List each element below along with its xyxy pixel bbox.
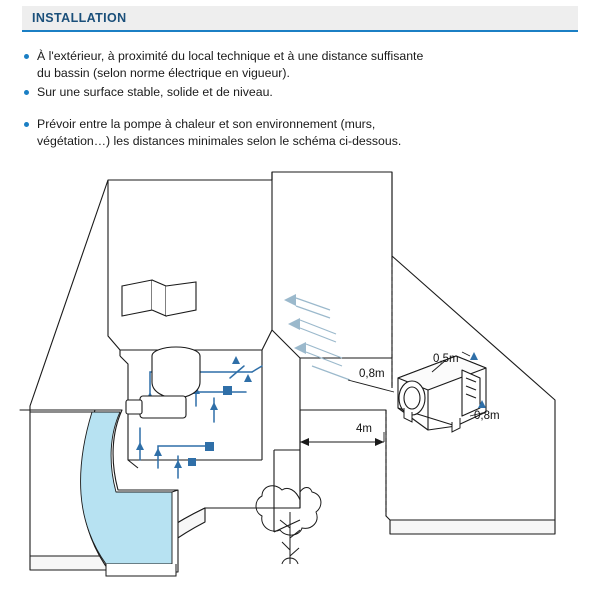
dimension-label-clearance-rear: 0,8m bbox=[359, 368, 385, 380]
dimension-label-clearance-top: 0,5m bbox=[433, 353, 459, 365]
list-item bbox=[22, 116, 542, 150]
list-item bbox=[22, 48, 542, 82]
list-item-line: végétation…) les distances minimales selon le schéma ci-dessous. bbox=[37, 134, 402, 148]
spacer bbox=[22, 103, 542, 116]
dimension-label-clearance-side: 0,8m bbox=[474, 410, 500, 422]
list-item-line: du bassin (selon norme électrique en vigueur). bbox=[37, 66, 290, 80]
bullet-dot-icon bbox=[24, 122, 29, 127]
dimension-label-clearance-front: 4m bbox=[356, 423, 372, 435]
list-item-line: Sur une surface stable, solide et de niveau. bbox=[37, 85, 273, 99]
page-title: INSTALLATION bbox=[32, 11, 127, 25]
list-item-line: À l'extérieur, à proximité du local technique et à une distance suffisante bbox=[37, 49, 424, 63]
list-item-line: Prévoir entre la pompe à chaleur et son environnement (murs, bbox=[37, 117, 376, 131]
bullet-dot-icon bbox=[24, 90, 29, 95]
installation-clearance-diagram bbox=[0, 160, 600, 600]
bullet-list bbox=[22, 48, 542, 152]
bullet-dot-icon bbox=[24, 54, 29, 59]
list-item bbox=[22, 84, 542, 101]
